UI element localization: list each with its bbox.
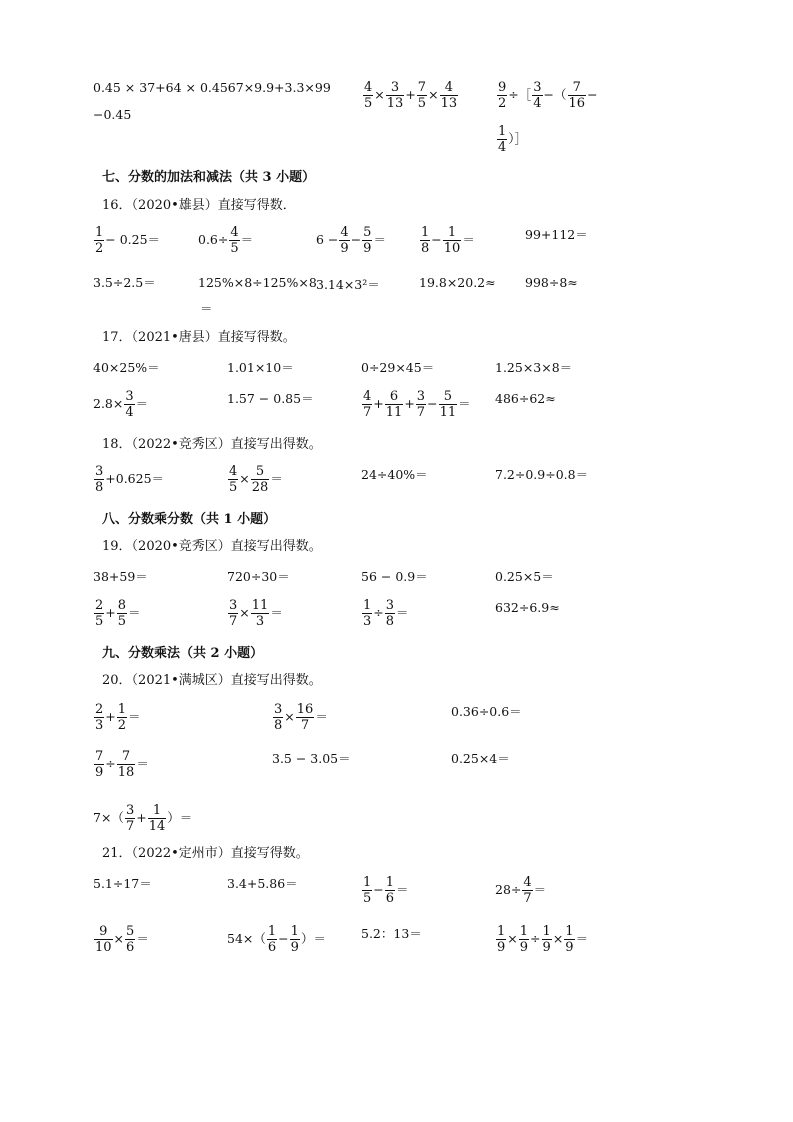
q19-item-1: 38+59＝: [93, 569, 148, 584]
q21-item-3: $\frac{1}{5}$ − $\frac{1}{6}$ ＝: [363, 875, 409, 906]
q17-item-2: 1.01×10＝: [227, 360, 294, 375]
q21-item-5: $\frac{9}{10}$ × $\frac{5}{6}$ ＝: [95, 924, 149, 955]
q19-item-4: 0.25×5＝: [495, 569, 554, 584]
q17-item-6: 1.57 − 0.85＝: [227, 391, 314, 406]
q17-item-7: $\frac{4}{7}$ + $\frac{6}{11}$ + $\frac{3}{7}$ − $\frac{5}{11}$ ＝: [363, 389, 471, 420]
q19-item-7: $\frac{1}{3}$ ÷ $\frac{3}{8}$ ＝: [363, 598, 409, 629]
q21-item-2: 3.4+5.86＝: [227, 876, 298, 891]
expr-a1-cont: −0.45: [93, 107, 132, 122]
q19-item-8: 632÷6.9≈: [495, 600, 560, 615]
q18-item-2: $\frac{4}{5}$ × $\frac{5}{28}$ ＝: [229, 464, 283, 495]
q19-item-5: $\frac{2}{5}$ + $\frac{8}{5}$ ＝: [95, 598, 141, 629]
section-title-8: 八、分数乘分数（共 1 小题）: [102, 512, 277, 527]
q21-item-7: 5.2：13＝: [361, 926, 422, 941]
q17-item-8: 486÷62≈: [495, 391, 556, 406]
q19-item-2: 720÷30＝: [227, 569, 290, 584]
q20-item-7: 7×（ $\frac{3}{7}$ + $\frac{1}{14}$ ）＝: [93, 803, 193, 834]
q20-item-4: $\frac{7}{9}$ ÷ $\frac{7}{18}$ ＝: [95, 749, 149, 780]
q17-item-1: 40×25%＝: [93, 360, 160, 375]
section-title-7: 七、分数的加法和减法（共 3 小题）: [102, 170, 316, 185]
q17-item-3: 0÷29×45＝: [361, 360, 435, 375]
question-17-title: 17．（2021•唐县）直接写得数。: [102, 330, 296, 345]
q16-item-2: 0.6÷ $\frac{4}{5}$ ＝: [198, 225, 254, 256]
q20-item-6: 0.25×4＝: [451, 751, 510, 766]
q20-item-2: $\frac{3}{8}$ × $\frac{16}{7}$ ＝: [274, 702, 328, 733]
q17-item-5: 2.8× $\frac{3}{4}$ ＝: [93, 389, 149, 420]
q20-item-5: 3.5 − 3.05＝: [272, 751, 351, 766]
question-16-title: 16．（2020•雄县）直接写得数．: [102, 198, 296, 213]
q16-item-6: 3.5÷2.5＝: [93, 275, 156, 290]
q16-item-8: 3.14×3²＝: [316, 277, 380, 292]
question-19-title: 19．（2020•竞秀区）直接写出得数。: [102, 539, 322, 554]
question-18-title: 18．（2022•竞秀区）直接写出得数。: [102, 437, 322, 452]
q21-item-8: $\frac{1}{9}$ × $\frac{1}{9}$ ÷ $\frac{1}{9}$ × $\frac{1}{9}$ ＝: [497, 924, 589, 955]
q16-item-9: 19.8×20.2≈: [419, 275, 496, 290]
q21-item-6: 54×（ $\frac{1}{6}$ − $\frac{1}{9}$ ）＝: [227, 924, 326, 955]
q18-item-1: $\frac{3}{8}$ +0.625＝: [95, 464, 165, 495]
expr-a1: 0.45 × 37+64 × 0.4567×9.9+3.3×99: [93, 80, 331, 95]
q16-item-5: 99+112＝: [525, 227, 588, 242]
q21-item-1: 5.1÷17＝: [93, 876, 152, 891]
section-title-9: 九、分数乘法（共 2 小题）: [102, 646, 264, 661]
q16-item-7-cont: ＝: [200, 301, 213, 316]
q19-item-6: $\frac{3}{7}$ × $\frac{11}{3}$ ＝: [229, 598, 283, 629]
question-21-title: 21．（2022•定州市）直接写得数。: [102, 846, 309, 861]
expr-c-cont: $\frac{1}{4}$ ）］: [498, 124, 528, 155]
q17-item-4: 1.25×3×8＝: [495, 360, 573, 375]
q16-item-3: 6 − $\frac{4}{9}$ − $\frac{5}{9}$ ＝: [316, 225, 386, 256]
q16-item-10: 998÷8≈: [525, 275, 578, 290]
q19-item-3: 56 − 0.9＝: [361, 569, 428, 584]
q20-item-3: 0.36÷0.6＝: [451, 704, 522, 719]
q18-item-4: 7.2÷0.9÷0.8＝: [495, 467, 589, 482]
q16-item-1: $\frac{1}{2}$ − 0.25＝: [95, 225, 161, 256]
q20-item-1: $\frac{2}{3}$ + $\frac{1}{2}$ ＝: [95, 702, 141, 733]
q16-item-7: 125%×8÷125%×8: [198, 275, 317, 290]
expr-c: $\frac{9}{2}$ ÷［ $\frac{3}{4}$ −（ $\frac{7}{16}$ −: [498, 80, 598, 111]
q16-item-4: $\frac{1}{8}$ − $\frac{1}{10}$ ＝: [421, 225, 475, 256]
q21-item-4: 28÷ $\frac{4}{7}$ ＝: [495, 875, 547, 906]
question-20-title: 20．（2021•满城区）直接写出得数。: [102, 673, 322, 688]
q18-item-3: 24÷40%＝: [361, 467, 428, 482]
expr-b: $\frac{4}{5}$ × $\frac{3}{13}$ + $\frac{7}{5}$ × $\frac{4}{13}$: [364, 80, 458, 111]
